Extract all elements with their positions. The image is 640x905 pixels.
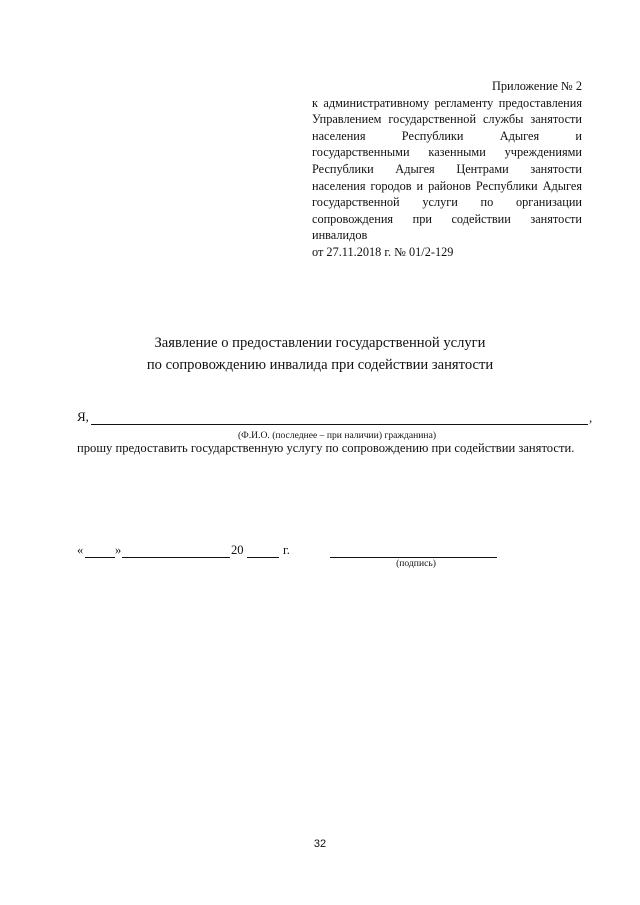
date-signature-line: [77, 543, 577, 561]
month-blank: [122, 557, 230, 558]
applicant-suffix: ,: [589, 410, 593, 425]
annex-date: от 27.11.2018 г. № 01/2-129: [312, 244, 454, 259]
applicant-prefix: Я,: [77, 409, 89, 424]
day-quote-close: »: [115, 543, 122, 557]
document-title-line-2: по сопровождению инвалида при содействии занятости: [146, 357, 494, 373]
applicant-name-line: [77, 409, 597, 427]
annex-body: к административному регламенту предоставления Управлением государственной службы занятости населения Республики Адыгея и государственными казенными учреждениями Республики Адыгея Центрами занятости населения городов и районов Республики Адыгея государственной услуги по организации сопровождения при содействии занятости инвалидов: [312, 95, 582, 243]
request-text: прошу предоставить государственную услугу по сопровождению при содействии занятости.: [77, 441, 575, 455]
annex-block: [312, 78, 582, 261]
page-number: 32: [313, 838, 327, 850]
signature-hint: (подпись): [396, 558, 436, 569]
day-quote-open: «: [77, 543, 84, 557]
document-title-line-1: Заявление о предоставлении государственной услуги: [154, 335, 486, 351]
applicant-name-blank: [91, 424, 588, 425]
document-title: [60, 332, 580, 376]
applicant-name-hint: (Ф.И.О. (последнее – при наличии) гражданина): [237, 430, 437, 441]
year-suffix: г.: [283, 543, 290, 557]
year-prefix: 20: [231, 543, 244, 557]
day-blank: [85, 557, 115, 558]
year-blank: [247, 557, 279, 558]
annex-title: Приложение № 2: [491, 79, 582, 93]
